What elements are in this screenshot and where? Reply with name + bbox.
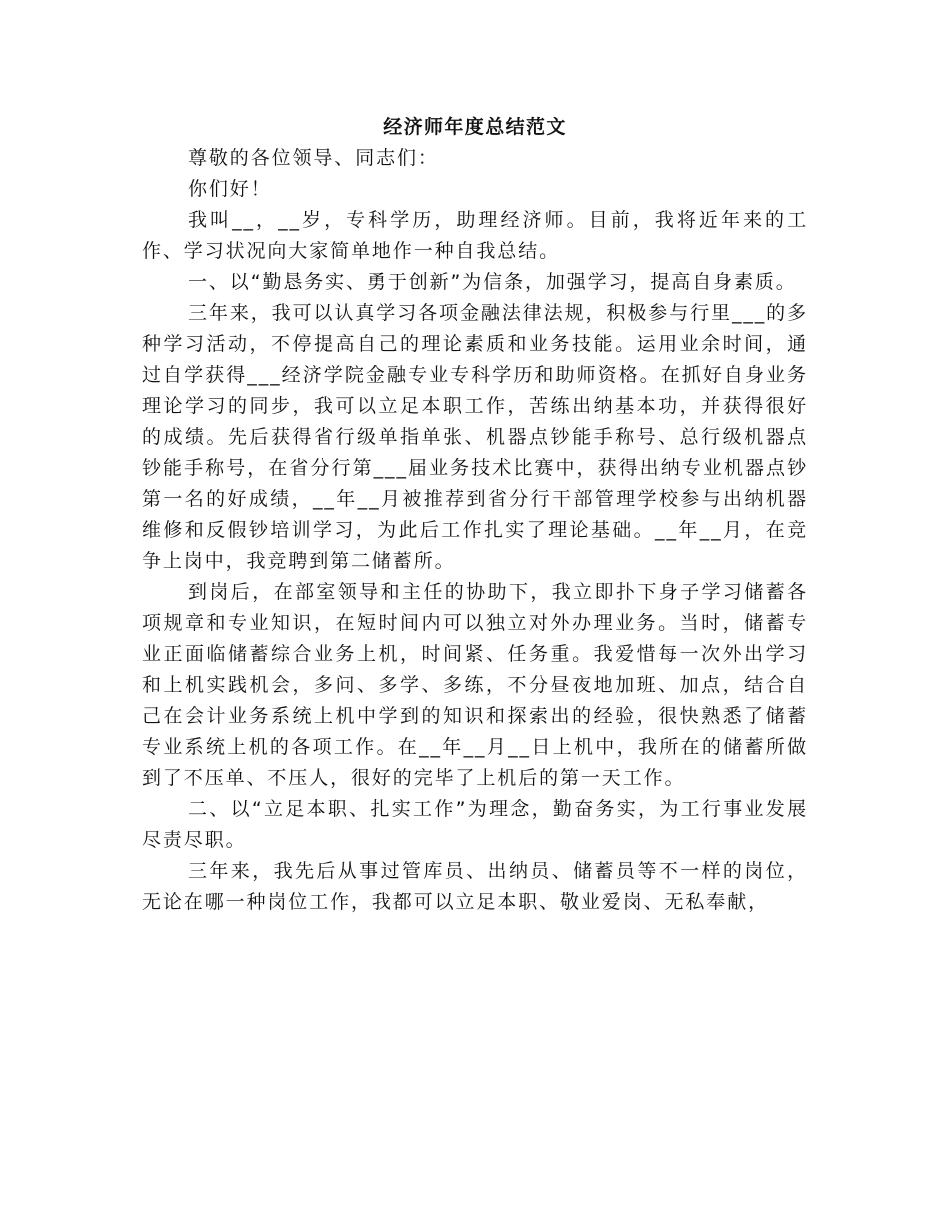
section-heading-2: 二、以“立足本职、扎实工作”为理念，勤奋务实，为工行事业发展尽责尽职。	[142, 798, 808, 851]
paragraph-duties: 三年来，我先后从事过管库员、出纳员、储蓄员等不一样的岗位，无论在哪一种岗位工作，我都可以立足本职、敬业爱岗、无私奉献，	[142, 860, 808, 913]
paragraph-greeting: 你们好！	[188, 178, 272, 200]
paragraph-introduction: 我叫__，__岁，专科学历，助理经济师。目前，我将近年来的工作、学习状况向大家简单地作一种自我总结。	[142, 209, 808, 262]
paragraph-post: 到岗后，在部室领导和主任的协助下，我立即扑下身子学习储蓄各项规章和专业知识，在短时间内可以独立对外办理业务。当时，储蓄专业正面临储蓄综合业务上机，时间紧、任务重。我爱惜每一次外出学习和上机实践机会，多问、多学、多练，不分昼夜地加班、加点，结合自己在会计业务系统上机中学到的知识和探索出的经验，很快熟悉了储蓄专业系统上机的各项工作。在__年__月__日上机中，我所在的储蓄所做到了不压单、不压人，很好的完毕了上机后的第一天工作。	[142, 581, 808, 789]
document-body	[142, 112, 808, 918]
section-heading-1: 一、以“勤恳务实、勇于创新”为信条，加强学习，提高自身素质。	[188, 271, 797, 293]
paragraph-study: 三年来，我可以认真学习各项金融法律法规，积极参与行里___的多种学习活动，不停提高自己的理论素质和业务技能。运用业余时间，通过自学获得___经济学院金融专业专科学历和助师资格。在抓好自身业务理论学习的同步，我可以立足本职工作，苦练出纳基本功，并获得很好的成绩。先后获得省行级单指单张、机器点钞能手称号、总行级机器点钞能手称号，在省分行第___届业务技术比赛中，获得出纳专业机器点钞第一名的好成绩，__年__月被推荐到省分行干部管理学校参与出纳机器维修和反假钞培训学习，为此后工作扎实了理论基础。__年__月，在竞争上岗中，我竞聘到第二储蓄所。	[142, 302, 808, 572]
paragraph-salutation: 尊敬的各位领导、同志们：	[188, 147, 439, 169]
document-title: 经济师年度总结范文	[383, 116, 567, 138]
